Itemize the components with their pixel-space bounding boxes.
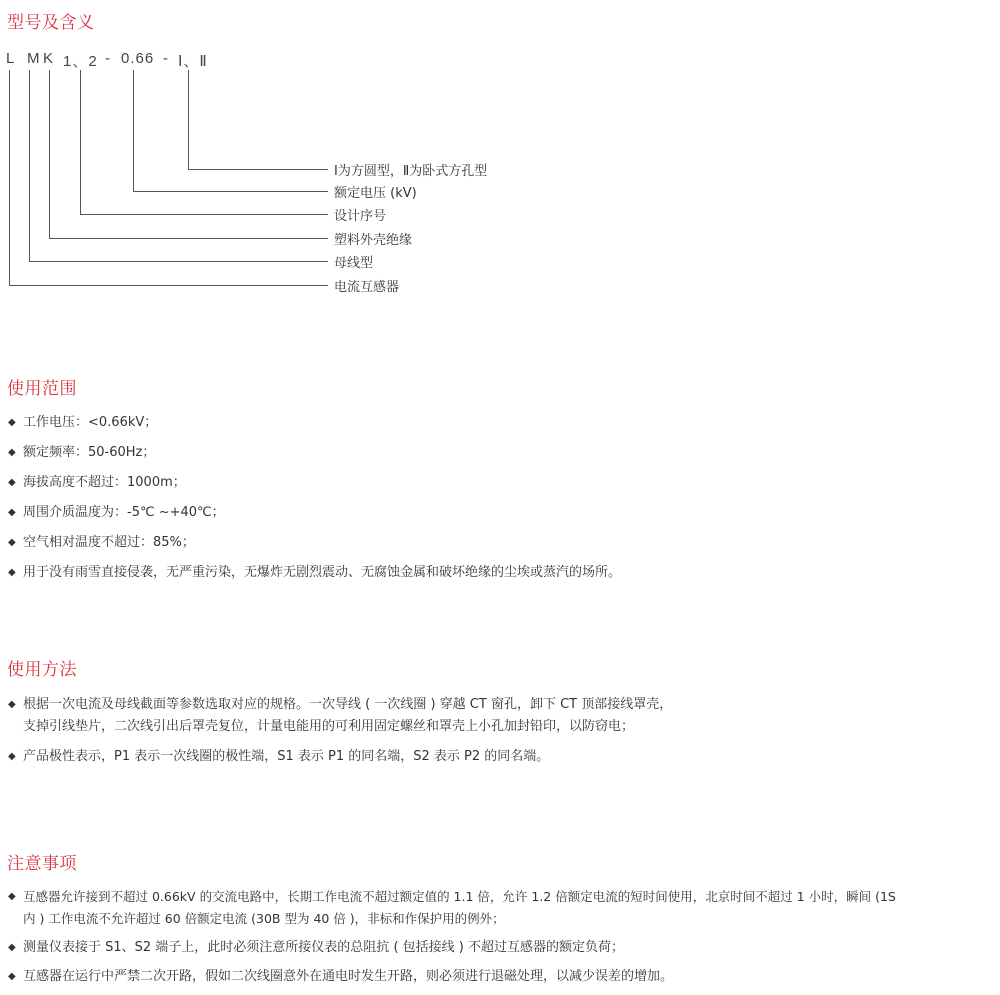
model-token-l: L — [6, 50, 16, 67]
definition-series: 设计序号 — [334, 209, 387, 224]
list-item: ◆ 根据一次电流及母线截面等参数选取对应的规格。一次导线 ( 一次线圈 ) 穿越 CT 窗孔，卸下 CT 顶部接线罩壳， 支掉引线垫片，二次线引出后罩壳复位，计量电能用的可利用固定螺丝和罩壳上小孔加封铅印，以防窃电； — [7, 694, 672, 738]
diamond-bullet-icon: ◆ — [8, 971, 16, 982]
list-item: ◆ 产品极性表示，P1 表示一次线圈的极性端，S1 表示 P1 的同名端，S2 表示 P2 的同名端。 — [7, 746, 672, 768]
list-item: ◆ 额定频率：50-60Hz； — [7, 442, 621, 464]
connector-type — [189, 70, 329, 170]
notes-list — [7, 886, 896, 995]
definition-busbar: 母线型 — [334, 256, 374, 271]
list-item: ◆ 互感器允许接到不超过 0.66kV 的交流电路中，长期工作电流不超过额定值的 1.1 倍，允许 1.2 倍额定电流的短时间使用，北京时间不超过 1 小时，瞬间 (1S 内 ) 工作电流不允许超过 60 倍额定电流 (30B 型为 40 倍 )，非标和作保护用的例外； — [7, 886, 896, 930]
section-title-notes: 注意事项 — [7, 854, 77, 874]
model-token-series: 1、2 — [63, 53, 98, 70]
model-token-type: Ⅰ、Ⅱ — [178, 53, 208, 70]
model-token-m: M — [27, 50, 41, 67]
model-code-diagram — [0, 0, 340, 300]
diamond-bullet-icon: ◆ — [8, 447, 16, 458]
list-item: ◆ 测量仪表接于 S1、S2 端子上，此时必须注意所接仪表的总阻抗 ( 包括接线 ) 不超过互感器的额定负荷； — [7, 937, 896, 959]
model-token-k: K — [43, 50, 55, 67]
list-item: ◆ 空气相对温度不超过：85%； — [7, 532, 621, 554]
connector-ct — [10, 70, 329, 286]
model-token-dash-2: - — [163, 50, 169, 67]
diamond-bullet-icon: ◆ — [8, 751, 16, 762]
method-list — [7, 694, 672, 776]
diamond-bullet-icon: ◆ — [8, 942, 16, 953]
list-item: ◆ 互感器在运行中严禁二次开路，假如二次线圈意外在通电时发生开路，则必须进行退磁处理，以减少误差的增加。 — [7, 966, 896, 988]
scope-list — [7, 412, 621, 592]
definition-ct: 电流互感器 — [334, 280, 400, 295]
diamond-bullet-icon: ◆ — [8, 567, 16, 578]
connector-series — [81, 70, 329, 215]
connector-voltage — [134, 70, 329, 192]
list-item: ◆ 周围介质温度为：-5℃ ~+40℃； — [7, 502, 621, 524]
diamond-bullet-icon: ◆ — [8, 537, 16, 548]
model-token-voltage: 0.66 — [121, 50, 155, 67]
diamond-bullet-icon: ◆ — [8, 891, 16, 902]
list-item: ◆ 工作电压：<0.66kV； — [7, 412, 621, 434]
section-title-method: 使用方法 — [7, 660, 77, 680]
section-title-model: 型号及含义 — [7, 13, 95, 33]
diamond-bullet-icon: ◆ — [8, 417, 16, 428]
diamond-bullet-icon: ◆ — [8, 699, 16, 710]
section-title-scope: 使用范围 — [7, 379, 77, 399]
definition-voltage: 额定电压 (kV) — [334, 186, 417, 201]
model-token-dash-1: - — [105, 50, 111, 67]
list-item: ◆ 海拔高度不超过：1000m； — [7, 472, 621, 494]
definition-type: Ⅰ为方圆型，Ⅱ为卧式方孔型 — [334, 164, 488, 179]
list-item: ◆ 用于没有雨雪直接侵袭，无严重污染，无爆炸无剧烈震动、无腐蚀金属和破坏绝缘的尘埃或蒸汽的场所。 — [7, 562, 621, 584]
diamond-bullet-icon: ◆ — [8, 507, 16, 518]
definition-insulation: 塑料外壳绝缘 — [334, 233, 413, 248]
diamond-bullet-icon: ◆ — [8, 477, 16, 488]
connector-busbar — [30, 70, 329, 262]
